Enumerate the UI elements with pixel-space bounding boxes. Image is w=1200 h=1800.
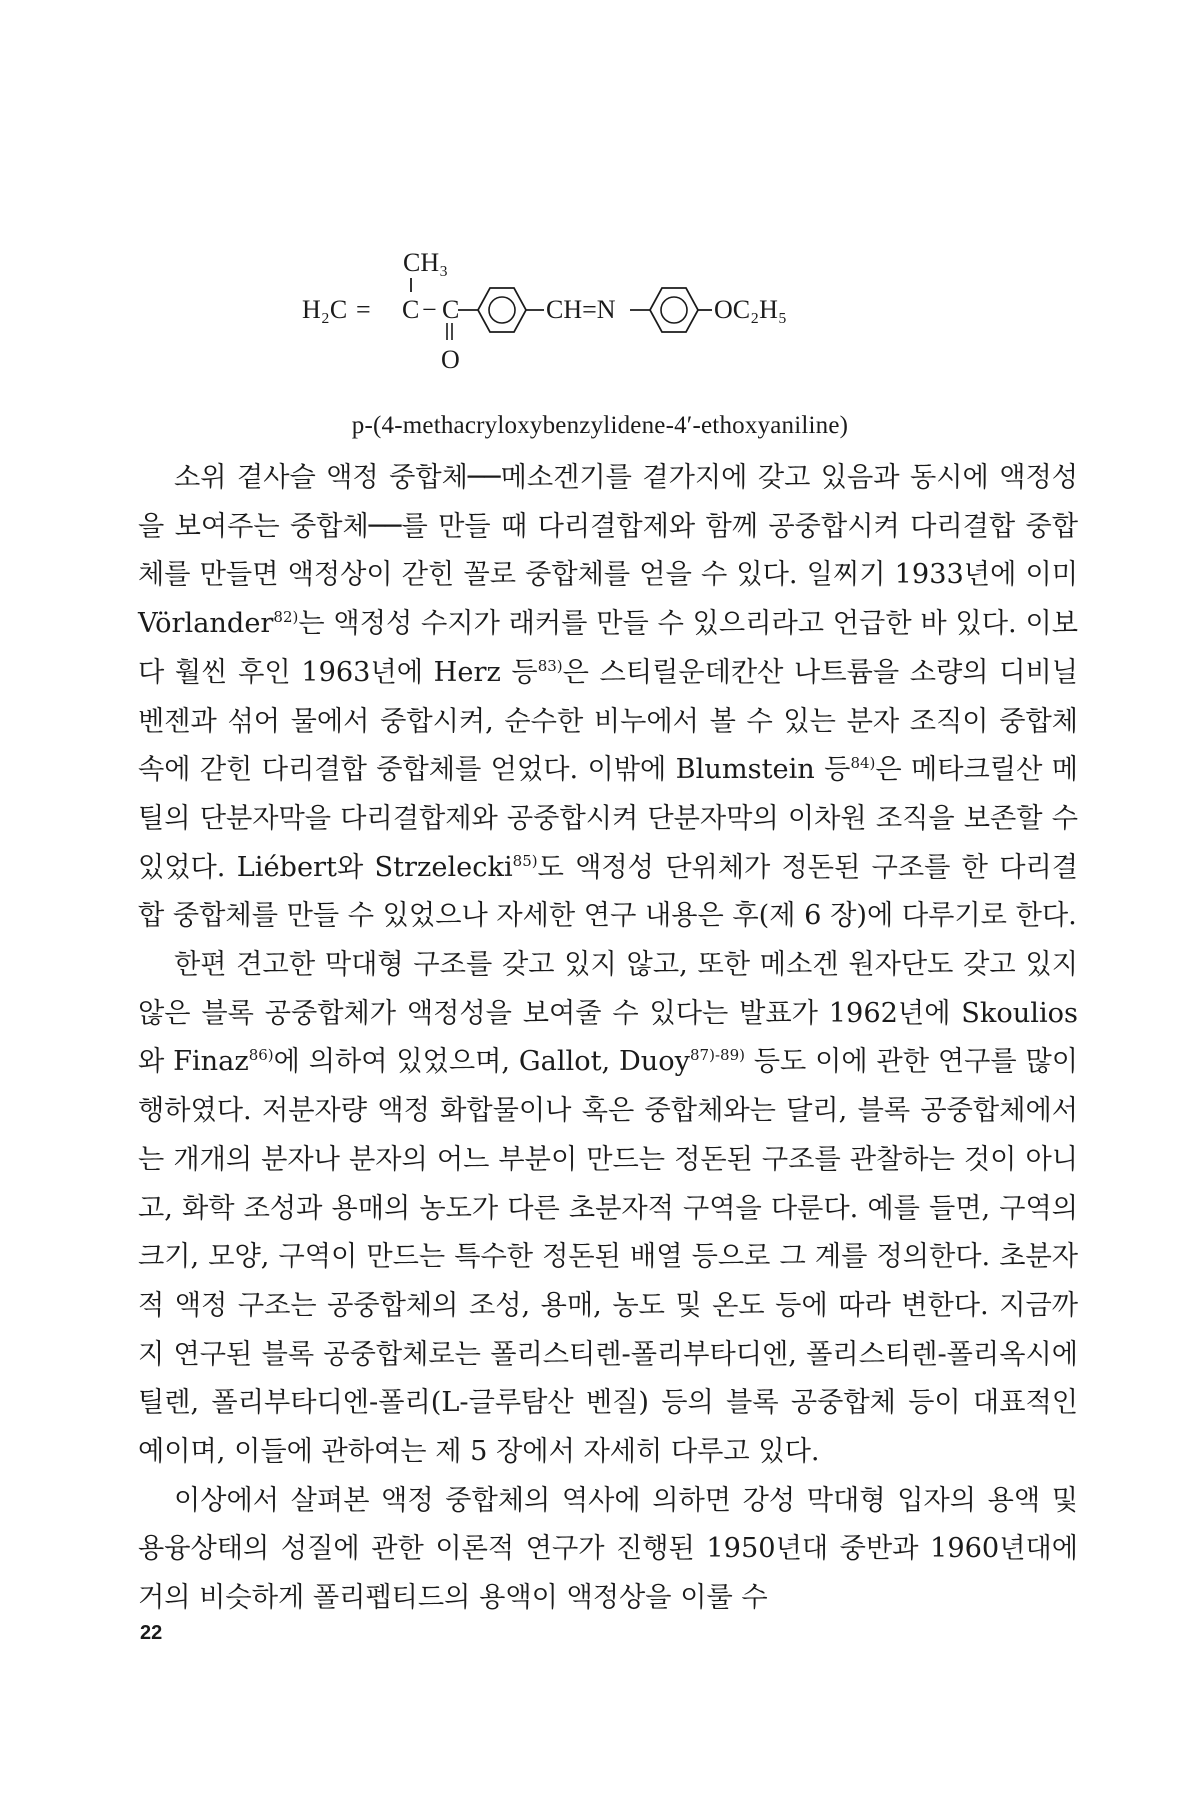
ethoxy-group-label: OC₂H₅	[714, 295, 788, 324]
reference-superscript: 82)	[273, 608, 299, 627]
benzene-ring-left	[478, 288, 526, 332]
body-paragraph	[138, 454, 1078, 941]
paragraph-text-run: 은 스티릴운데칸산 나트륨을 소량의 디비닐벤젠과 섞어 물에서 중합시켜, 순수한 비누에서 볼 수 있는 분자 조직이 중합체 속에 갇힌 다리결합 중합체를 얻었다. 이밖에 Blumstein 등	[138, 656, 1078, 786]
methylene-group-label: H₂C	[302, 295, 348, 324]
paragraph-text-run: 소위 곁사슬 액정 중합체──메소겐기를 곁가지에 갖고 있음과 동시에 액정성을 보여주는 중합체──를 만들 때 다리결합제와 함께 공중합시켜 다리결합 중합체를 만들면 액정상이 갇힌 꼴로 중합체를 얻을 수 있다. 일찌기 1933년에 이미 Vörlander	[138, 462, 1078, 640]
reference-superscript: 85)	[512, 851, 538, 870]
compound-name-caption: p-(4-methacryloxybenzylidene-4′-ethoxyaniline)	[351, 412, 849, 439]
reference-superscript: 86)	[248, 1046, 274, 1065]
reference-superscript: 87)-89)	[690, 1046, 745, 1065]
carbonyl-carbon-label: C	[442, 295, 460, 324]
vinyl-carbon-label: C	[402, 295, 420, 324]
methyl-group-label: CH₃	[403, 248, 449, 277]
body-text	[138, 454, 1078, 1623]
carbonyl-oxygen-label: O	[441, 345, 460, 374]
reference-superscript: 84)	[850, 754, 876, 773]
single-bond-symbol: −	[422, 295, 437, 324]
body-paragraph	[138, 1477, 1078, 1623]
paragraph-text-run: 등도 이에 관한 연구를 많이 행하였다. 저분자량 액정 화합물이나 혹은 중합체와는 달리, 블록 공중합체에서는 개개의 분자나 분자의 어느 부분이 만드는 정돈된 구조를 관찰하는 것이 아니고, 화학 조성과 용매의 농도가 다른 초분자적 구역을 다룬다. 예를 들면, 구역의 크기, 모양, 구역이 만드는 특수한 정돈된 배열 등으로 그 계를 정의한다. 초분자적 액정 구조는 공중합체의 조성, 용매, 농도 및 온도 등에 따라 변한다. 지금까지 연구된 블록 공중합체로는 폴리스티렌-폴리부타디엔, 폴리스티렌-폴리옥시에틸렌, 폴리부타디엔-폴리(L-글루탐산 벤질) 등의 블록 공중합체 등이 대표적인 예이며, 이들에 관하여는 제 5 장에서 자세히 다루고 있다.	[138, 1046, 1079, 1468]
paragraph-text-run: 한편 견고한 막대형 구조를 갖고 있지 않고, 또한 메소겐 원자단도 갖고 있지 않은 블록 공중합체가 액정성을 보여줄 수 있다는 발표가 1962년에 Skoulios와 Finaz	[138, 949, 1078, 1078]
double-bond-symbol: =	[356, 295, 371, 324]
paragraph-text-run: 이상에서 살펴본 액정 중합체의 역사에 의하면 강성 막대형 입자의 용액 및 용융상태의 성질에 관한 이론적 연구가 진행된 1950년대 중반과 1960년대에 거의 비슷하게 폴리펩티드의 용액이 액정상을 이룰 수	[138, 1484, 1078, 1614]
page-number: 22	[140, 1622, 163, 1644]
paragraph-text-run: 에 의하여 있었으며, Gallot, Duoy	[273, 1046, 691, 1078]
reference-superscript: 83)	[537, 656, 563, 675]
paragraph-text-run: 는 액정성 수지가 래커를 만들 수 있으리라고 언급한 바 있다. 이보다 훨씬 후인 1963년에 Herz 등	[138, 608, 1078, 688]
chemical-structure-figure	[300, 248, 900, 398]
paragraph-text-run: 은 메타크릴산 메틸의 단분자막을 다리결합제와 공중합시켜 단분자막의 이차원 조직을 보존할 수 있었다. Liébert와 Strzelecki	[138, 754, 1078, 883]
benzene-ring-right	[650, 288, 698, 332]
paragraph-text-run: 도 액정성 단위체가 정돈된 구조를 한 다리결합 중합체를 만들 수 있었으나 자세한 연구 내용은 후(제 6 장)에 다루기로 한다.	[138, 851, 1079, 932]
body-paragraph	[138, 941, 1078, 1477]
chemical-structure-diagram	[300, 248, 900, 398]
imine-group-label: CH=N	[546, 295, 616, 324]
